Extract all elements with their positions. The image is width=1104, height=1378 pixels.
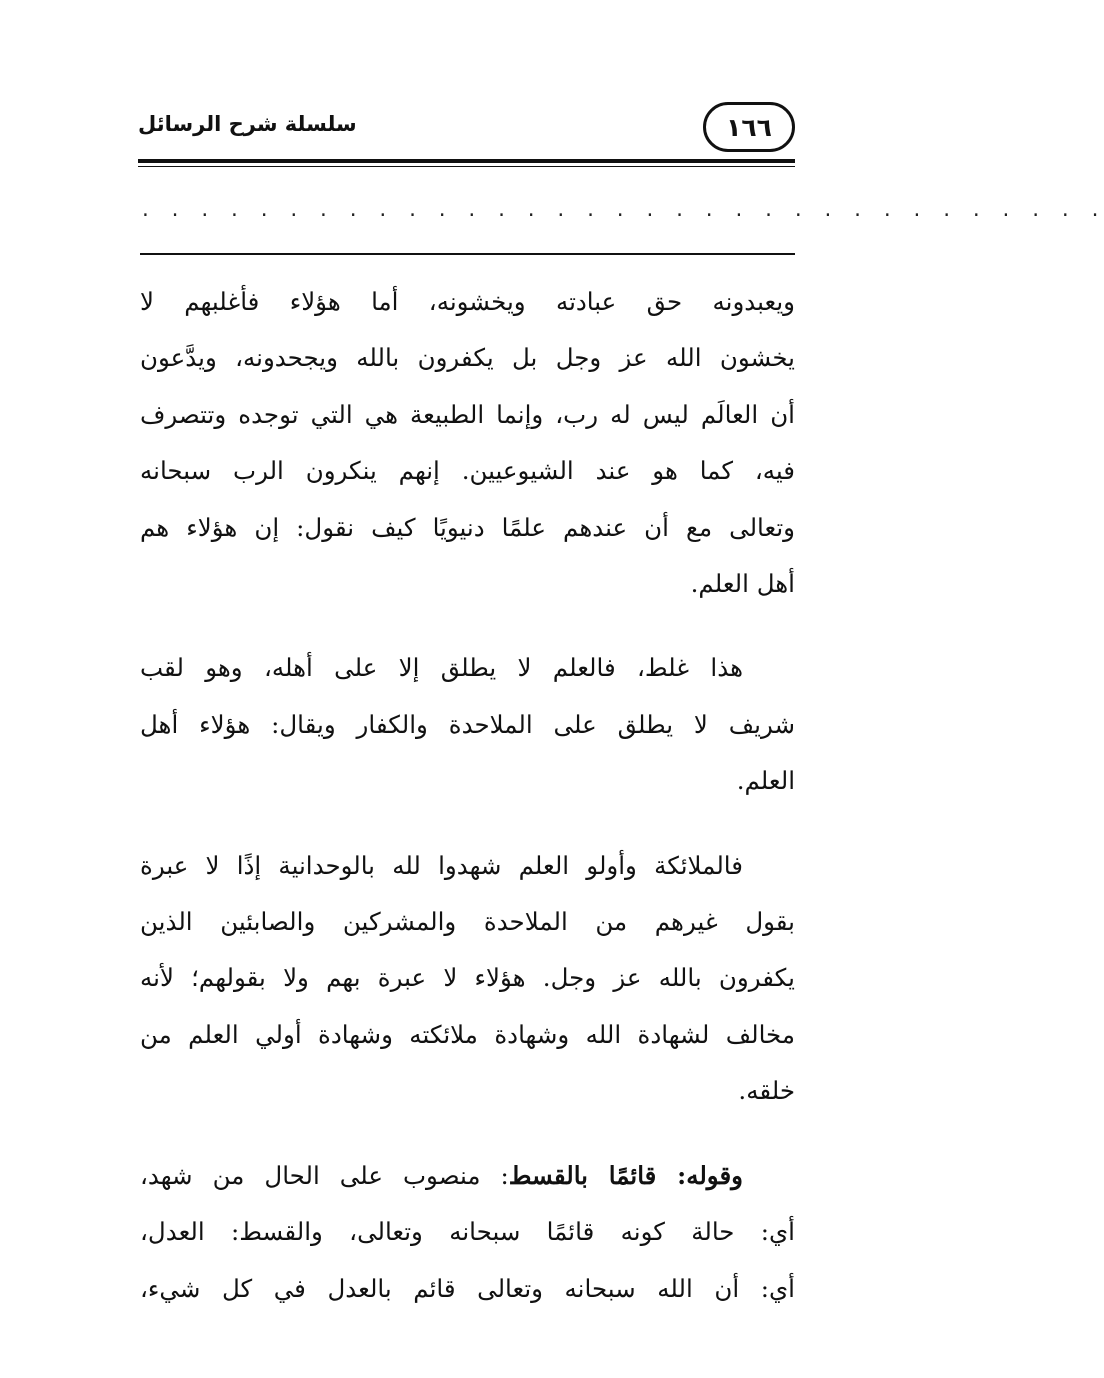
page-number: ١٦٦ (703, 102, 795, 152)
paragraph-4 (140, 1148, 795, 1317)
header-rule-thin (138, 166, 795, 167)
page-header (138, 100, 795, 156)
text-line: أي: أن الله سبحانه وتعالى قائم بالعدل في كل شيء، (140, 1273, 795, 1303)
series-title: سلسلة شرح الرسائل (138, 112, 357, 136)
text-line: أن العالَم ليس له رب، وإنما الطبيعة هي التي توجده وتتصرف (140, 399, 795, 429)
paragraph-2 (140, 640, 795, 809)
text-line: ويعبدونه حق عبادته ويخشونه، أما هؤلاء فأغلبهم لا (140, 287, 795, 316)
text-line: فالملائكة وأولو العلم شهدوا لله بالوحدانية إذًا لا عبرة (140, 850, 743, 880)
text-line (140, 1148, 795, 1204)
body-text (140, 274, 795, 1317)
header-rule-thick (138, 159, 795, 163)
text-line: مخالف لشهادة الله وشهادة ملائكته وشهادة أولي العلم من (140, 1019, 795, 1049)
bold-lead: وقوله: قائمًا بالقسط (508, 1160, 744, 1190)
text-line: العلم. (736, 766, 795, 796)
text-line: أهل العلم. (690, 569, 795, 599)
dotted-separator: . . . . . . . . . . . . . . . . . . . . . . . . . . . . . . . . . (140, 200, 1104, 221)
text-line: خلقه. (738, 1076, 795, 1106)
text-run: : منصوب على الحال من شهد، (140, 1160, 509, 1190)
text-line: فيه، كما هو عند الشيوعيين. إنهم ينكرون الرب سبحانه (140, 456, 795, 486)
section-rule (140, 253, 795, 255)
text-line: بقول غيرهم من الملاحدة والمشركين والصابئين الذين (140, 907, 795, 937)
text-line: يخشون الله عز وجل بل يكفرون بالله ويجحدونه، ويدَّعون (140, 343, 795, 373)
text-line: أي: حالة كونه قائمًا سبحانه وتعالى، والقسط: العدل، (140, 1217, 795, 1247)
text-line: وتعالى مع أن عندهم علمًا دنيويًا كيف نقول: إن هؤلاء هم (140, 512, 795, 542)
paragraph-1 (140, 274, 795, 612)
text-line: يكفرون بالله عز وجل. هؤلاء لا عبرة بهم ولا بقولهم؛ لأنه (140, 963, 795, 993)
text-line: هذا غلط، فالعلم لا يطلق إلا على أهله، وهو لقب (140, 653, 743, 683)
text-line: شريف لا يطلق على الملاحدة والكفار ويقال: هؤلاء أهل (140, 709, 795, 739)
paragraph-3 (140, 838, 795, 1120)
